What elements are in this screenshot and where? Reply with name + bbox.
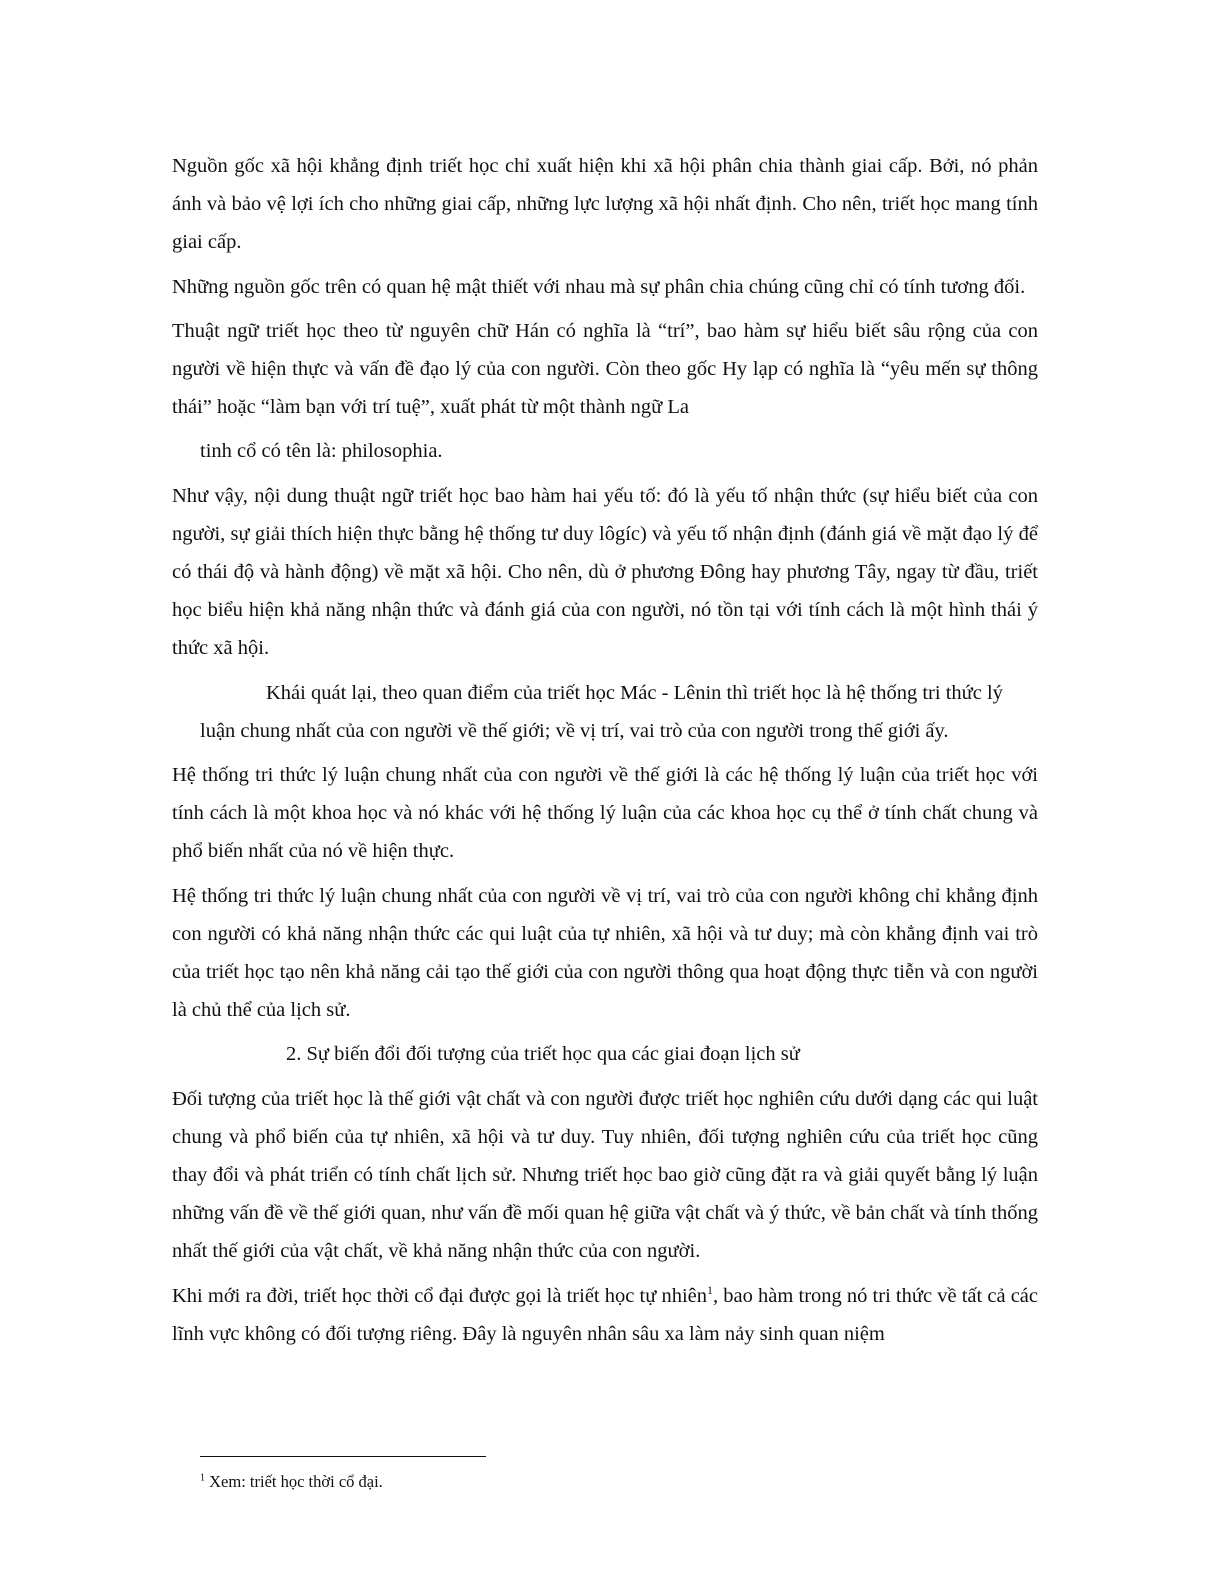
paragraph-ancient-philosophy	[172, 1277, 1038, 1353]
footnote-text: Xem: triết học thời cổ đại.	[205, 1472, 383, 1491]
paragraph-knowledge-world: Hệ thống tri thức lý luận chung nhất của con người về thế giới là các hệ thống lý luận của triết học với tính cách là một khoa học và nó khác với hệ thống lý luận của các khoa học cụ thể ở tính chất chung và phổ biến nhất của nó về hiện thực.	[172, 764, 1038, 863]
paragraph-knowledge-human: Hệ thống tri thức lý luận chung nhất của con người về vị trí, vai trò của con người không chỉ khẳng định con người có khả năng nhận thức các qui luật của tự nhiên, xã hội và tư duy; mà còn khẳng định vai trò của triết học tạo nên khả năng cải tạo thế giới của con người thông qua hoạt động thực tiễn và con người là chủ thể của lịch sử.	[172, 884, 1038, 1022]
document-body	[172, 147, 1038, 1359]
footnote-divider	[200, 1456, 486, 1457]
paragraph-term-etymology-continued: tinh cổ có tên là: philosophia.	[200, 440, 443, 463]
footnote-marker: 1	[200, 1472, 205, 1484]
paragraph-object-of-philosophy: Đối tượng của triết học là thế giới vật chất và con người được triết học nghiên cứu dưới dạng các qui luật chung và phổ biến của tự nhiên, xã hội và tư duy. Tuy nhiên, đối tượng nghiên cứu của triết học cũng thay đổi và phát triển có tính chất lịch sử. Nhưng triết học bao giờ cũng đặt ra và giải quyết bằng lý luận những vấn đề về thế giới quan, như vấn đề mối quan hệ giữa vật chất và ý thức, về bản chất và tính thống nhất thế giới của vật chất, về khả năng nhận thức của con người.	[172, 1087, 1038, 1263]
footnote	[200, 1470, 383, 1494]
paragraph-social-origin: Nguồn gốc xã hội khẳng định triết học chỉ xuất hiện khi xã hội phân chia thành giai cấp. Bởi, nó phản ánh và bảo vệ lợi ích cho những giai cấp, những lực lượng xã hội nhất định. Cho nên, triết học mang tính giai cấp.	[172, 155, 1038, 254]
paragraph-marxist-definition: Khái quát lại, theo quan điểm của triết học Mác - Lênin thì triết học là hệ thống tri thức lý luận chung nhất của con người về thế giới; về vị trí, vai trò của con người trong thế giới ấy.	[200, 681, 1003, 742]
paragraph-term-content: Như vậy, nội dung thuật ngữ triết học bao hàm hai yếu tố: đó là yếu tố nhận thức (sự hiểu biết của con người, sự giải thích hiện thực bằng hệ thống tư duy lôgíc) và yếu tố nhận định (đánh giá về mặt đạo lý để có thái độ và hành động) về mặt xã hội. Cho nên, dù ở phương Đông hay phương Tây, ngay từ đầu, triết học biểu hiện khả năng nhận thức và đánh giá của con người, nó tồn tại với tính cách là một hình thái ý thức xã hội.	[172, 484, 1038, 660]
paragraph-origins-relation: Những nguồn gốc trên có quan hệ mật thiết với nhau mà sự phân chia chúng cũng chỉ có tính tương đối.	[172, 275, 1026, 298]
ancient-philosophy-text-a: Khi mới ra đời, triết học thời cổ đại được gọi là triết học tự nhiên	[172, 1284, 708, 1307]
paragraph-term-etymology: Thuật ngữ triết học theo từ nguyên chữ Hán có nghĩa là “trí”, bao hàm sự hiểu biết sâu rộng của con người về hiện thực và vấn đề đạo lý của con người. Còn theo gốc Hy lạp có nghĩa là “yêu mến sự thông thái” hoặc “làm bạn với trí tuệ”, xuất phát từ một thành ngữ La	[172, 319, 1038, 419]
ancient-philosophy-text-b: , bao hàm trong nó tri thức về tất cả các lĩnh vực không có đối tượng riêng. Đây là nguyên nhân sâu xa làm nảy sinh quan niệm	[172, 1284, 1039, 1345]
footnote-reference[interactable]: 1	[707, 1282, 714, 1297]
section-heading-2: 2. Sự biến đổi đối tượng của triết học qua các giai đoạn lịch sử	[286, 1043, 800, 1066]
